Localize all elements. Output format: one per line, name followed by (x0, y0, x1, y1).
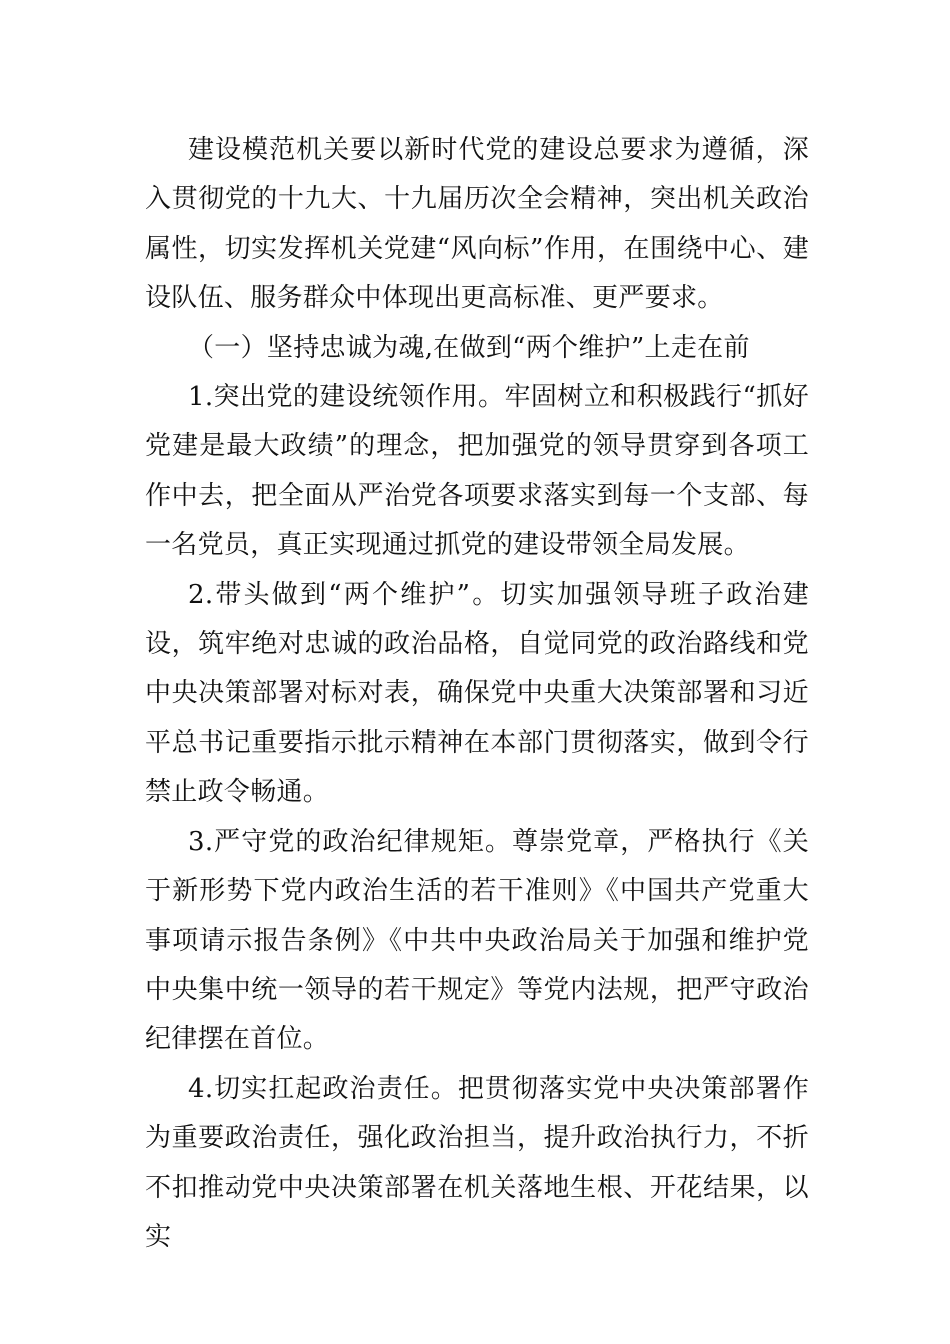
list-item-3: 3.严守党的政治纪律规矩。尊崇党章，严格执行《关于新形势下党内政治生活的若干准则》《中国共产党重大事项请示报告条例》《中共中央政治局关于加强和维护党中央集中统一领导的若干规定》等党内法规，把严守政治纪律摆在首位。 (145, 826, 809, 1055)
list-item-4: 4.切实扛起政治责任。把贯彻落实党中央决策部署作为重要政治责任，强化政治担当，提升政治执行力，不折不扣推动党中央决策部署在机关落地生根、开花结果，以实 (145, 1073, 809, 1252)
section-heading: （一）坚持忠诚为魂,在做到“两个维护”上走在前 (188, 332, 750, 363)
list-item-2: 2.带头做到“两个维护”。切实加强领导班子政治建设，筑牢绝对忠诚的政治品格，自觉同党的政治路线和党中央决策部署对标对表，确保党中央重大决策部署和习近平总书记重要指示批示精神在本部门贯彻落实，做到令行禁止政令畅通。 (145, 579, 809, 808)
document-body (145, 126, 809, 1262)
list-item-1: 1.突出党的建设统领作用。牢固树立和积极践行“抓好党建是最大政绩”的理念，把加强党的领导贯穿到各项工作中去，把全面从严治党各项要求落实到每一个支部、每一名党员，真正实现通过抓党的建设带领全局发展。 (145, 382, 809, 561)
intro-paragraph: 建设模范机关要以新时代党的建设总要求为遵循，深入贯彻党的十九大、十九届历次全会精神，突出机关政治属性，切实发挥机关党建“风向标”作用，在围绕中心、建设队伍、服务群众中体现出更高标准、更严要求。 (145, 135, 809, 314)
